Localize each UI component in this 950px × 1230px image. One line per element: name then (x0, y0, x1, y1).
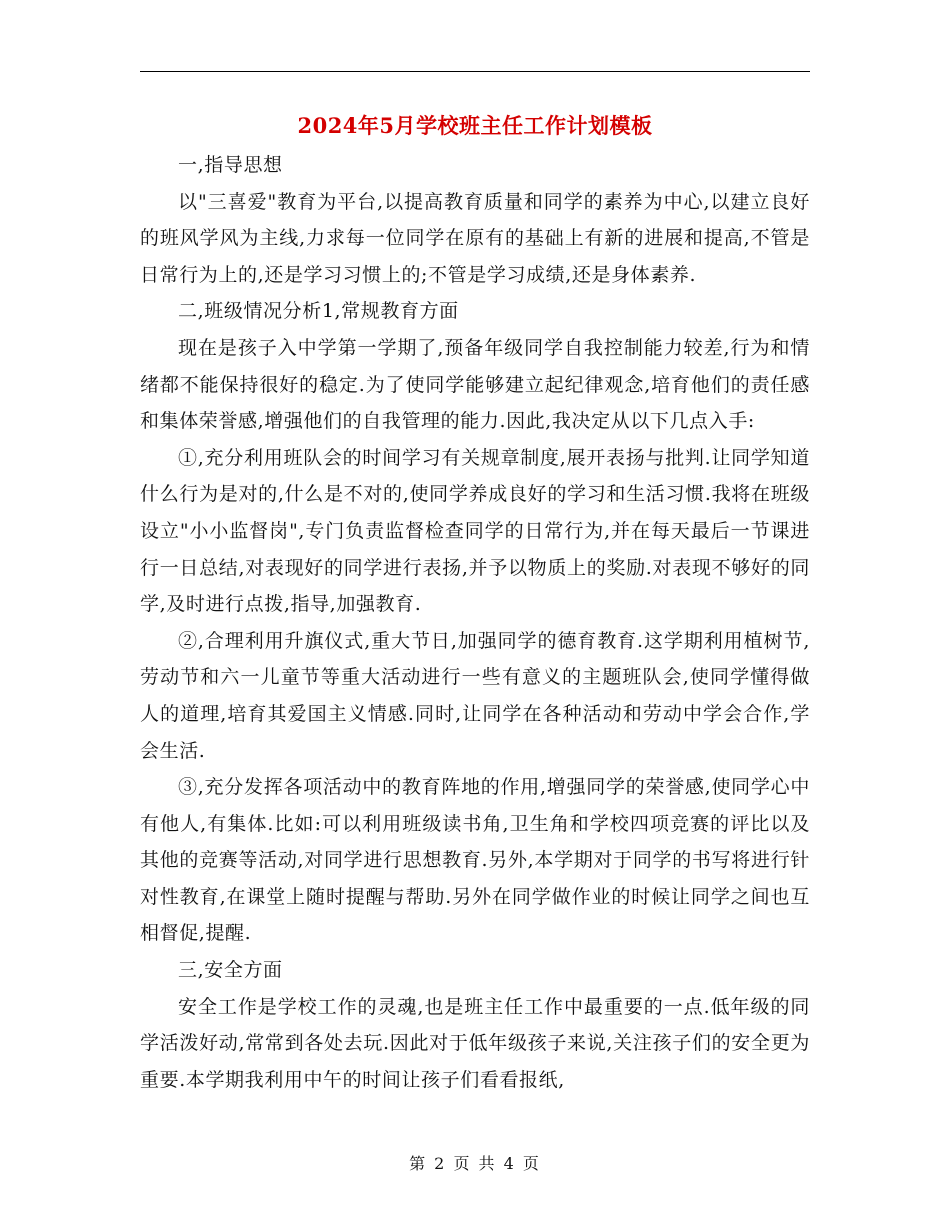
section-heading-class-analysis: 二,班级情况分析1,常规教育方面 (178, 300, 459, 323)
page-number: 第 2 页 共 4 页 (409, 1154, 541, 1173)
document-title: 2024年5月学校班主任工作计划模板 (297, 113, 653, 138)
document-body (140, 147, 810, 1098)
list-item: ②,合理利用升旗仪式,重大节日,加强同学的德育教育.这学期利用植树节,劳动节和六一儿童节等重大活动进行一些有意义的主题班队会,使同学懂得做人的道理,培育其爱国主义情感.同时,让同学在各种活动和劳动中学会合作,学会生活. (140, 629, 810, 762)
list-item: ①,充分利用班队会的时间学习有关规章制度,展开表扬与批判.让同学知道什么行为是对的,什么是不对的,使同学养成良好的学习和生活习惯.我将在班级设立"小小监督岗",专门负责监督检查同学的日常行为,并在每天最后一节课进行一日总结,对表现好的同学进行表扬,并予以物质上的奖励.对表现不够好的同学,及时进行点拨,指导,加强教育. (140, 446, 810, 616)
paragraph: 现在是孩子入中学第一学期了,预备年级同学自我控制能力较差,行为和情绪都不能保持很好的稳定.为了使同学能够建立起纪律观念,培育他们的责任感和集体荣誉感,增强他们的自我管理的能力.因此,我决定从以下几点入手: (140, 336, 810, 433)
header-rule (140, 71, 810, 72)
paragraph: 安全工作是学校工作的灵魂,也是班主任工作中最重要的一点.低年级的同学活泼好动,常常到各处去玩.因此对于低年级孩子来说,关注孩子们的安全更为重要.本学期我利用中午的时间让孩子们看看报纸, (140, 995, 810, 1091)
section-heading-safety: 三,安全方面 (178, 959, 283, 982)
paragraph: 以"三喜爱"教育为平台,以提高教育质量和同学的素养为中心,以建立良好的班风学风为主线,力求每一位同学在原有的基础上有新的进展和提高,不管是日常行为上的,还是学习习惯上的;不管是学习成绩,还是身体素养. (140, 190, 810, 286)
section-heading-guiding-ideology: 一,指导思想 (178, 154, 283, 176)
list-item: ③,充分发挥各项活动中的教育阵地的作用,增强同学的荣誉感,使同学心中有他人,有集体.比如:可以利用班级读书角,卫生角和学校四项竞赛的评比以及其他的竞赛等活动,对同学进行思想教育.另外,本学期对于同学的书写将进行针对性教育,在课堂上随时提醒与帮助.另外在同学做作业的时候让同学之间也互相督促,提醒. (140, 776, 810, 945)
